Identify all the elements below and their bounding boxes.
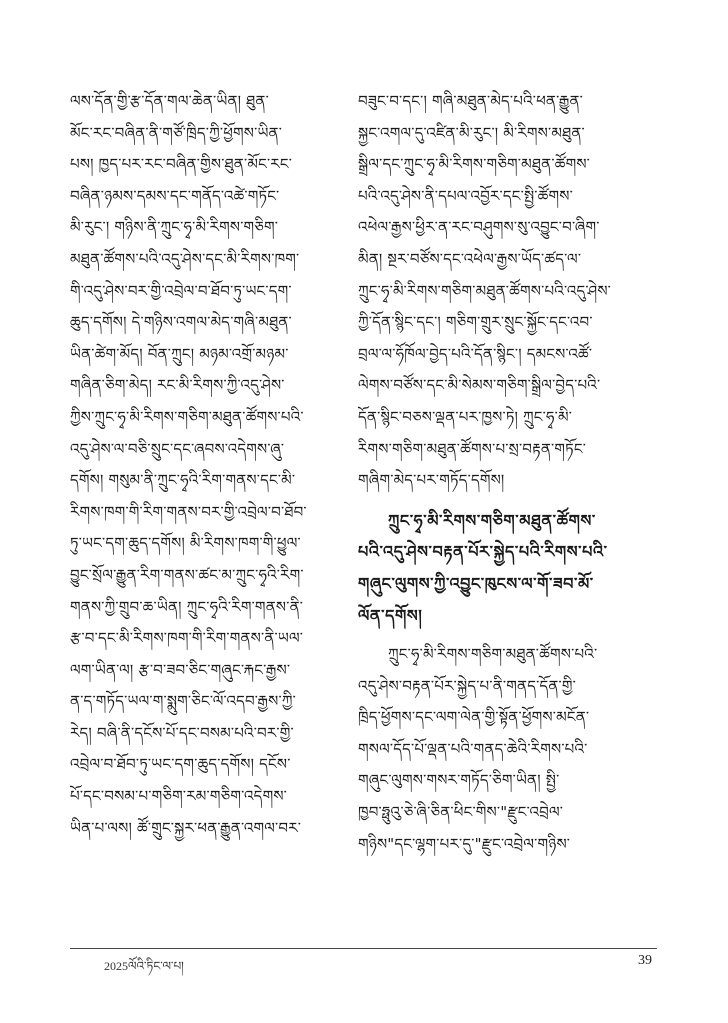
text-line: སྒྲིལ་དང་ཀྲུང་ཧྭ་མི་རིགས་གཅིག་མཐུན་ཚོགས་ (358, 155, 591, 174)
text-line: གཞུང་ལུགས་གསར་གཏོད་ཅིག་ཡིན། སྤྱི་ (358, 771, 560, 790)
text-line: ཀྱི་དོན་སྙིང་དང་། གཅིག་གྲུར་སྲུང་སྐྱོང་དང་འབ་ (358, 313, 593, 332)
text-line: དགོས། གསུམ་ནི་ཀྲུང་ཧྭའི་རིག་གནས་དང་མི་ (70, 471, 296, 490)
text-line: འཕེལ་རྒྱས་ཕྱིར་ན་རང་བཤུགས་སུ་འབྱུང་བ་ཞིག་ (358, 218, 600, 237)
text-line: གཞིན་ཅིག་མེད། རང་མི་རིགས་ཀྱི་འདུ་ཤེས་ (70, 376, 285, 395)
text-line: རེད། བཞི་ནི་དངོས་པོ་དང་བསམ་པའི་བར་གྱི་ (70, 723, 294, 742)
right-column (358, 86, 656, 860)
text-line: ཏུ་ཡང་དག་ཆུད་དགོས། མི་རིགས་ཁག་གི་ཕྱུལ་ (70, 534, 301, 553)
heading-line: པའི་འདུ་ཤེས་བརྟན་པོར་སྐྱེད་པའི་རིགས་པའི་ (358, 542, 608, 562)
section-heading (358, 505, 656, 631)
text-line: པས། ཁྱད་པར་རང་བཞིན་གྱིས་ཐུན་མོང་རང་ (70, 155, 293, 174)
text-line: ཁྱབ་ཧྥུའུ་ཅེ་ཞི་ཅིན་ཕིང་གིས་"རྫུང་འབྲེལ་ (358, 803, 564, 822)
text-line: ལག་ཡིན་ལ། རྩ་བ་ཟབ་ཅིང་གཞུང་རྐང་རྒྱས་ (70, 660, 291, 679)
text-line: མོང་རང་བཞིན་ནི་གཙོ་ཁྲིད་ཀྱི་ཕྱོགས་ཡིན་ (70, 123, 283, 142)
text-line: རིགས་ཁག་གི་རིག་གནས་བར་གྱི་འབྲེལ་བ་ཐོབ་ (70, 502, 307, 521)
heading-line: ཀྲུང་ཧྭ་མི་རིགས་གཅིག་མཐུན་ཚོགས་ (388, 510, 596, 530)
text-line: ཆུད་དགོས། དེ་གཉིས་འགལ་མེད་གཞི་མཐུན་ (70, 313, 292, 332)
text-line: གཞིག་མེད་པར་གཏོད་དགོས། (358, 471, 505, 490)
spacer (358, 497, 656, 505)
text-line: བྲལ་ལ་ཧོཁོལ་བྱེད་པའི་དོན་སྙིང་། དམངས་འཚོ་ (358, 344, 593, 363)
text-line: པའི་འདུ་ཤེས་ནི་དཔལ་འབྱོར་དང་སྤྱི་ཚོགས་ (358, 186, 573, 205)
footer-rule (70, 948, 657, 949)
text-line: མི་རུང་། གཉིས་ནི་ཀྲུང་ཧྭ་མི་རིགས་གཅིག་ (70, 218, 279, 237)
text-line: འདུ་ཤེས་བརྟན་པོར་སྐྱེད་པ་ནི་གནད་དོན་གྱི་ (358, 676, 577, 695)
left-column (70, 86, 368, 844)
heading-line: གཞུང་ལུགས་ཀྱི་འབྱུང་ཁུངས་ལ་གོ་ཟབ་མོ་ (358, 573, 594, 593)
text-line: བཟུང་བ་དང་། གཞི་མཐུན་མེད་པའི་ཕན་རྒྱུན་ (358, 92, 584, 110)
paragraph-1 (358, 86, 656, 497)
text-line: དོན་སྙིང་བཅས་ལྡན་པར་ཁྱས་ཏེ། ཀྲུང་ཧྭ་མི་ (358, 407, 573, 426)
text-line: བཞིན་ཉམས་དམས་དང་གནོད་འཚེ་གཏོང་ (70, 186, 280, 205)
text-line: ཀྲུང་ཧྭ་མི་རིགས་གཅིག་མཐུན་ཚོགས་པའི་འདུ་ཤེས་ (358, 281, 612, 300)
paragraph-2 (358, 639, 656, 860)
text-line: ཁྲིད་ཕྱོགས་དང་ལག་ལེན་གྱི་སྟོན་ཕྱོགས་མངོན་ (358, 708, 590, 727)
text-line: ལས་དོན་གྱི་རྩ་དོན་གལ་ཆེན་ཡིན། ཐུན་ (70, 92, 269, 110)
text-line: རིགས་གཅིག་མཐུན་ཚོགས་པ་སྲ་བརྟན་གཏོང་ (358, 439, 587, 458)
spacer (358, 631, 656, 639)
text-line: ཡིན་པ་ལས། ཚོ་གྲུང་སྐྱར་ཕན་རྒྱུན་འགལ་བར་ (70, 818, 302, 837)
text-line: གི་འདུ་ཤེས་བར་གྱི་འབྲེལ་བ་ཐོབ་ཏུ་ཡང་དག་ (70, 281, 292, 300)
text-line: ཀྲུང་ཧྭ་མི་རིགས་གཅིག་མཐུན་ཚོགས་པའི་ (388, 645, 598, 664)
text-line: བྱུང་སྲོལ་རྒྱུན་རིག་གནས་ཚང་མ་ཀྲུང་ཧྭའི་རིག་ (70, 565, 304, 584)
text-line: གསལ་དོད་པོ་ལྡན་པའི་གནད་ཆེའི་རིགས་པའི་ (358, 739, 588, 758)
text-line: ན་ད་གཏོད་ཡལ་ག་སྨུག་ཅིང་ལོ་འདབ་རྒྱས་ཀྱི་ (70, 692, 296, 711)
text-line: རྩ་བ་དང་མི་རིགས་ཁག་གི་རིག་གནས་ནི་ཡལ་ (70, 629, 304, 648)
text-line: གནས་ཀྱི་གྲུབ་ཆ་ཡིན། ཀྲུང་ཧྭའི་རིག་གནས་ནི་ (70, 597, 304, 616)
text-line: མིན། སྔར་བཙོས་དང་འཕེལ་རྒྱས་ཡོད་ཚད་ལ་ (358, 249, 582, 268)
text-line: མཐུན་ཚོགས་པའི་འདུ་ཤེས་དང་མི་རིགས་ཁག་ (70, 249, 300, 268)
text-line: འབྲེལ་བ་ཐོབ་ཏུ་ཡང་དག་ཆུད་དགོས། དངོས་ (70, 755, 291, 774)
text-line: འདུ་ཤེས་ལ་བཅི་སྲུང་དང་ཞབས་འདེགས་ཞུ་ (70, 439, 285, 458)
page-number: 39 (638, 953, 652, 968)
text-line: པོ་དང་བསམ་པ་གཅིག་རམ་གཅིག་འདེགས་ (70, 787, 288, 806)
text-line: གཉིས"དང་ལྷག་པར་དུ་"རྫུང་འབྲེལ་གཉིས་ (358, 834, 571, 853)
text-line: ལེགས་བཙོས་དང་མི་སེམས་གཅིག་སྒྲིལ་བྱེད་པའི་ (358, 376, 601, 395)
text-line: ཡིན་ཚེག་མོད། བོན་ཀྲུང། མཉམ་འགྲོ་མཉམ་ (70, 344, 289, 363)
text-line: ཀྱིས་ཀྲུང་ཧྭ་མི་རིགས་གཅིག་མཐུན་ཚོགས་པའི་ (70, 407, 304, 426)
heading-line: ལོན་དགོས། (358, 605, 423, 625)
text-line: སྐྱང་འགལ་དུ་འཛིན་མི་རུང་། མི་རིགས་མཐུན་ (358, 123, 585, 142)
footer-issue-label: 2025ལོའི་ཏིང་ལ་པ། (104, 959, 184, 973)
